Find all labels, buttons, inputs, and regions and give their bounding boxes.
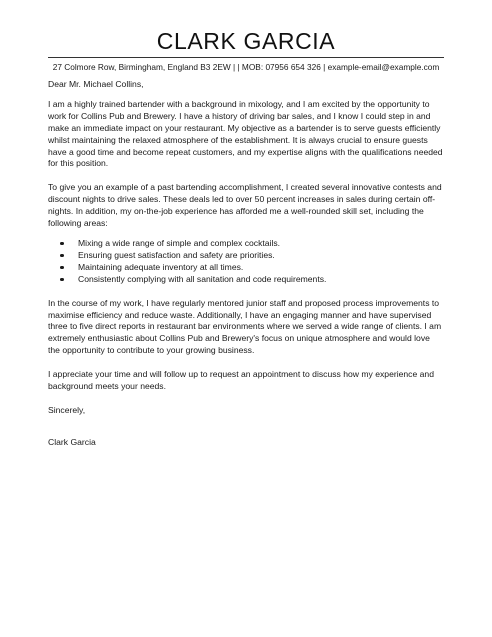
contact-details: 27 Colmore Row, Birmingham, England B3 2EW | | MOB: 07956 654 326 | example-email@example.com [52, 62, 440, 72]
salutation: Dear Mr. Michael Collins, [48, 79, 144, 89]
list-item: Consistently complying with all sanitation and code requirements. [70, 274, 444, 286]
signature: Clark Garcia [48, 436, 96, 447]
list-item: Ensuring guest satisfaction and safety are priorities. [70, 250, 444, 262]
closing: Sincerely, [48, 404, 86, 415]
skills-list [48, 238, 444, 286]
letter-body [48, 79, 444, 449]
list-item: Maintaining adequate inventory at all times. [70, 262, 444, 274]
paragraph-follow-up: I appreciate your time and will follow up to request an appointment to discuss how my experience and background meets your needs. [48, 369, 434, 392]
paragraph-accomplishment: To give you an example of a past bartending accomplishment, I created several innovative contests and discount nights to drive sales. These deals led to over 50 percent increases in sales during certain off-nights. In addition, my on-the-job experience has afforded me a well-rounded skill set, including the following areas: [48, 182, 442, 229]
applicant-name-heading: CLARK GARCIA [156, 28, 336, 54]
paragraph-experience: In the course of my work, I have regularly mentored junior staff and proposed process improvements to maximise efficiency and reduce waste. Additionally, I have an engaging manner and have supervised three to five direct reports in restaurant bar environments where we served a wide range of clients. I am extremely enthusiastic about Collins Pub and Brewery's focus on unique atmosphere and would love the opportunity to contribute to your growing business. [48, 297, 442, 356]
list-item: Mixing a wide range of simple and complex cocktails. [70, 238, 444, 250]
paragraph-introduction: I am a highly trained bartender with a background in mixology, and I am excited by the opportunity to work for Collins Pub and Brewery. I have a history of driving bar sales, and I know I could step in and make an immediate impact on your restaurant. My objective as a bartender is to serve guests efficiently whilst maintaining the relaxed atmosphere of the establishment. It is always crucial to ensure guests have a good time and become repeat customers, and my expertise aligns with the qualifications needed for this position. [48, 98, 443, 169]
header-divider [48, 57, 444, 58]
